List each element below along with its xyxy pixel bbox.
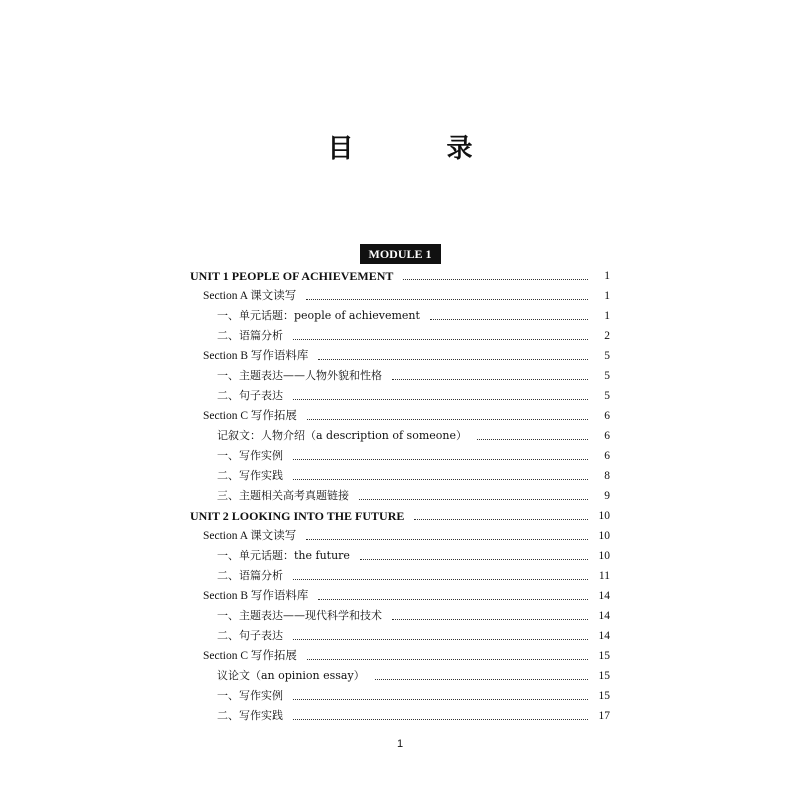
toc-entry-page: 14 bbox=[598, 590, 610, 602]
toc-entry-label: Section A 课文读写 bbox=[203, 530, 297, 542]
toc-entry-page: 14 bbox=[598, 610, 610, 622]
toc-entry-page: 6 bbox=[604, 430, 610, 442]
toc-entry-page: 10 bbox=[598, 510, 610, 522]
dot-leader bbox=[392, 619, 588, 620]
toc-entry[interactable] bbox=[217, 386, 610, 406]
toc-entry-page: 15 bbox=[598, 650, 610, 662]
dot-leader bbox=[306, 299, 588, 300]
toc-entry-label: 记叙文：人物介绍（a description of someone） bbox=[217, 429, 467, 442]
toc-entry-label: Section A 课文读写 bbox=[203, 290, 297, 302]
toc-entry-page: 15 bbox=[598, 670, 610, 682]
toc-entry[interactable] bbox=[217, 606, 610, 626]
dot-leader bbox=[293, 479, 588, 480]
toc-entry[interactable] bbox=[203, 586, 610, 606]
toc-entry[interactable] bbox=[217, 306, 610, 326]
toc-entry[interactable] bbox=[217, 426, 610, 446]
dot-leader bbox=[360, 559, 588, 560]
dot-leader bbox=[318, 599, 588, 600]
toc-entry[interactable] bbox=[203, 406, 610, 426]
module-header bbox=[0, 243, 800, 264]
toc-entry-label: UNIT 2 LOOKING INTO THE FUTURE bbox=[190, 509, 405, 523]
dot-leader bbox=[403, 279, 588, 280]
toc-entry-page: 6 bbox=[604, 450, 610, 462]
toc-entry[interactable] bbox=[217, 446, 610, 466]
toc-entry[interactable] bbox=[217, 546, 610, 566]
toc-entry-page: 1 bbox=[604, 310, 610, 322]
toc-entry-page: 15 bbox=[598, 690, 610, 702]
toc-entry-label: 一、单元话题：people of achievement bbox=[217, 309, 420, 322]
toc-entry-page: 1 bbox=[604, 270, 610, 282]
toc-entry-page: 14 bbox=[598, 630, 610, 642]
toc-entry-label: 一、主题表达——现代科学和技术 bbox=[217, 609, 382, 622]
toc-entry-label: 一、写作实例 bbox=[217, 689, 283, 702]
toc-entry-page: 11 bbox=[598, 570, 610, 582]
toc-entry-page: 1 bbox=[604, 290, 610, 302]
dot-leader bbox=[359, 499, 588, 500]
toc-entry[interactable] bbox=[217, 486, 610, 506]
toc-entry-label: 二、语篇分析 bbox=[217, 569, 283, 582]
toc-entry-label: 二、写作实践 bbox=[217, 709, 283, 722]
toc-entry-label: 三、主题相关高考真题链接 bbox=[217, 489, 349, 502]
toc-entry-label: Section B 写作语料库 bbox=[203, 590, 309, 602]
toc-entry[interactable] bbox=[217, 366, 610, 386]
toc-entry-page: 2 bbox=[604, 330, 610, 342]
dot-leader bbox=[293, 639, 588, 640]
toc-entry[interactable] bbox=[217, 686, 610, 706]
dot-leader bbox=[293, 699, 588, 700]
dot-leader bbox=[307, 659, 588, 660]
dot-leader bbox=[307, 419, 588, 420]
dot-leader bbox=[414, 519, 588, 520]
toc-entry-page: 10 bbox=[598, 530, 610, 542]
toc-entry-page: 10 bbox=[598, 550, 610, 562]
dot-leader bbox=[430, 319, 588, 320]
toc-entry[interactable] bbox=[217, 626, 610, 646]
toc-entry[interactable] bbox=[217, 706, 610, 726]
module-badge: MODULE 1 bbox=[360, 244, 441, 264]
toc-entry[interactable] bbox=[203, 526, 610, 546]
toc-entry-page: 5 bbox=[604, 370, 610, 382]
toc-entry[interactable] bbox=[190, 266, 610, 286]
toc-entry[interactable] bbox=[217, 326, 610, 346]
toc-entry[interactable] bbox=[217, 666, 610, 686]
toc-entry-page: 9 bbox=[604, 490, 610, 502]
toc-entry-label: Section B 写作语料库 bbox=[203, 350, 309, 362]
toc-entry-label: 一、写作实例 bbox=[217, 449, 283, 462]
dot-leader bbox=[293, 459, 588, 460]
dot-leader bbox=[477, 439, 588, 440]
toc-entry[interactable] bbox=[217, 466, 610, 486]
dot-leader bbox=[293, 719, 588, 720]
toc-entry-page: 5 bbox=[604, 350, 610, 362]
page-number: 1 bbox=[396, 738, 404, 750]
toc-entry[interactable] bbox=[203, 646, 610, 666]
toc-entry[interactable] bbox=[217, 566, 610, 586]
toc-entry-label: 议论文（an opinion essay） bbox=[217, 669, 365, 682]
toc-entry-label: 二、句子表达 bbox=[217, 389, 283, 402]
dot-leader bbox=[318, 359, 588, 360]
toc-entry-label: Section C 写作拓展 bbox=[203, 410, 297, 422]
toc-entry-page: 17 bbox=[598, 710, 610, 722]
toc-entry-page: 6 bbox=[604, 410, 610, 422]
toc-entry[interactable] bbox=[203, 346, 610, 366]
dot-leader bbox=[392, 379, 588, 380]
dot-leader bbox=[293, 399, 588, 400]
page-title: 目 录 bbox=[327, 134, 515, 164]
toc-entry-label: 一、单元话题：the future bbox=[217, 549, 350, 562]
dot-leader bbox=[293, 579, 588, 580]
toc-entry-label: 一、主题表达——人物外貌和性格 bbox=[217, 369, 382, 382]
toc-entry-label: UNIT 1 PEOPLE OF ACHIEVEMENT bbox=[190, 269, 394, 283]
toc-entry-page: 8 bbox=[604, 470, 610, 482]
toc-entry-label: 二、写作实践 bbox=[217, 469, 283, 482]
toc-entry-page: 5 bbox=[604, 390, 610, 402]
toc-entry-label: 二、语篇分析 bbox=[217, 329, 283, 342]
toc-entry-label: 二、句子表达 bbox=[217, 629, 283, 642]
toc-entry[interactable] bbox=[190, 506, 610, 526]
dot-leader bbox=[306, 539, 588, 540]
toc-entry-label: Section C 写作拓展 bbox=[203, 650, 297, 662]
toc-entry[interactable] bbox=[203, 286, 610, 306]
dot-leader bbox=[293, 339, 588, 340]
dot-leader bbox=[375, 679, 588, 680]
